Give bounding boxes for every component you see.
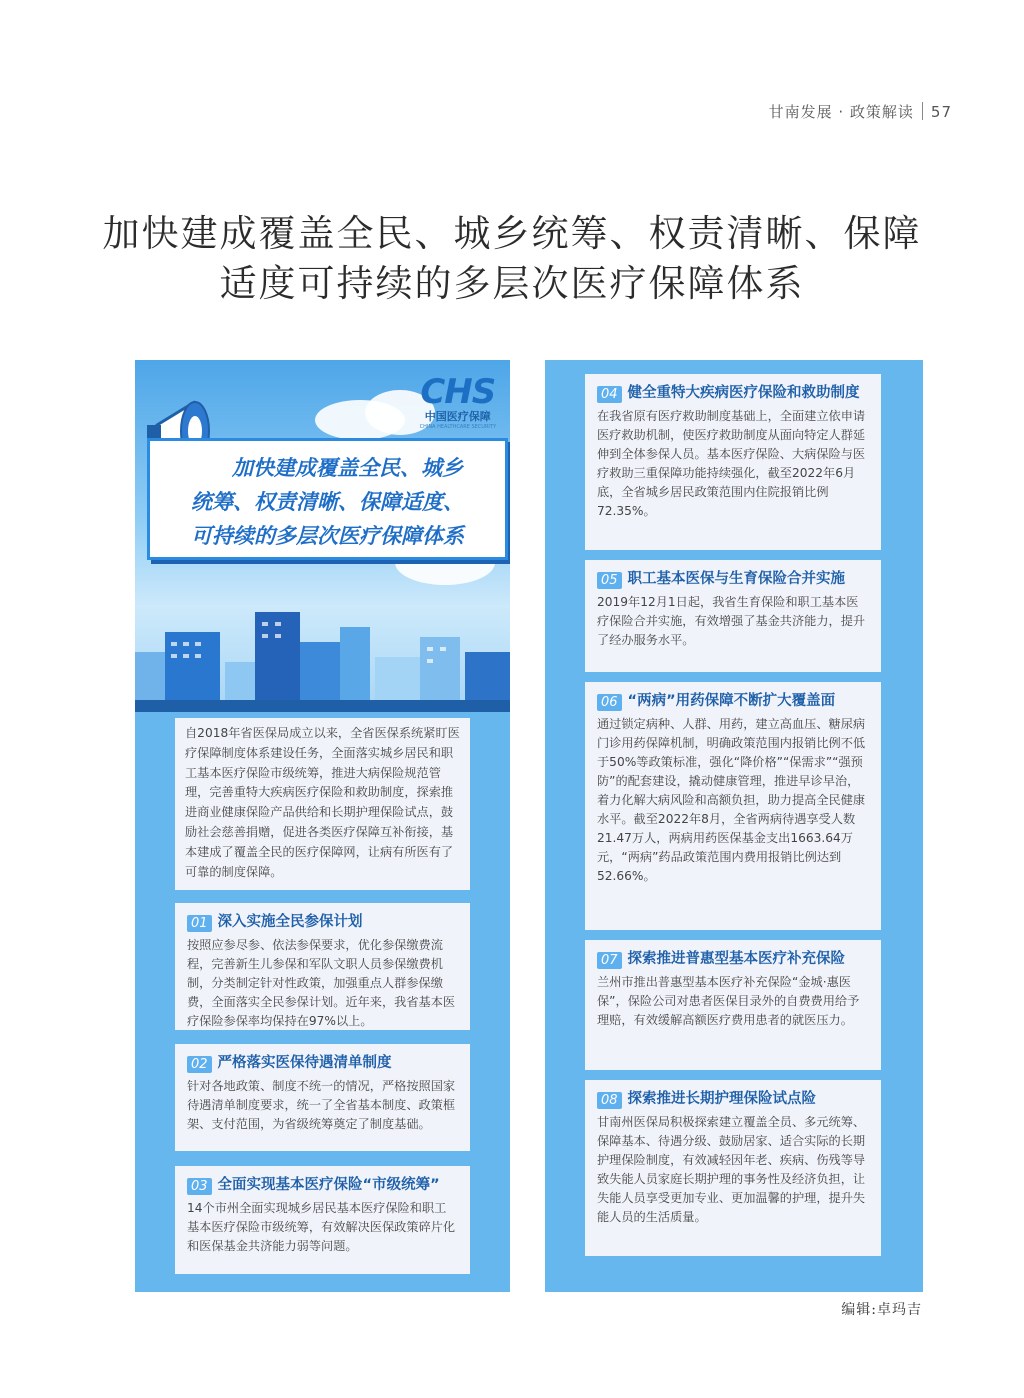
section-title: 探索推进普惠型基本医疗补充保险	[627, 951, 846, 967]
logo-name: 中国医疗保障	[424, 410, 491, 423]
section-title: 深入实施全民参保计划	[217, 914, 363, 930]
section-title: 探索推进长期护理保险试点险	[627, 1091, 817, 1107]
section-body: 按照应参尽参、依法参保要求，优化参保缴费流程，完善新生儿参保和军队文职人员参保缴费机制，分类制定针对性政策，加强重点人群参保缴费，全面落实全民参保计划。近年来，我省基本医疗保险参保率均保持在97%以上。	[187, 938, 456, 1028]
page-title-line-2: 适度可持续的多层次医疗保障体系	[219, 262, 805, 305]
section-title: “两病”用药保障不断扩大覆盖面	[627, 693, 836, 709]
section-body: 甘南州医保局积极探索建立覆盖全员、多元统筹、保障基本、待遇分级、鼓励居家、适合实际的长期护理保险制度，有效减轻因年老、疾病、伤残等导致失能人员家庭长期护理的事务性及经济负担，让失能人员享受更加专业、更加温馨的护理，提升失能人员的生活质量。	[597, 1115, 866, 1224]
hero-headline-line-3: 可持续的多层次医疗保障体系	[191, 524, 464, 548]
hero-banner	[135, 360, 510, 712]
section-number: 07	[597, 952, 622, 969]
section-number: 02	[187, 1056, 212, 1073]
logo-mark: CHS	[420, 372, 496, 412]
hero-headline-line-1: 加快建成覆盖全民、城乡	[232, 456, 463, 480]
section-body: 针对各地政策、制度不统一的情况，严格按照国家待遇清单制度要求，统一了全省基本制度、政策框架、支付范围，为省级统筹奠定了制度基础。	[187, 1079, 456, 1131]
section-body: 2019年12月1日起，我省生育保险和职工基本医疗保险合并实施，有效增强了基金共济能力，提升了经办服务水平。	[597, 595, 866, 647]
left-poster-panel	[135, 360, 510, 1292]
section-title: 职工基本医保与生育保险合并实施	[627, 571, 846, 587]
section-number: 08	[597, 1092, 622, 1109]
section-number: 03	[187, 1178, 212, 1195]
city-skyline	[135, 592, 510, 712]
section-number: 05	[597, 572, 622, 589]
section-card-03	[175, 1166, 470, 1274]
right-poster-panel	[545, 360, 923, 1292]
section-card-01	[175, 903, 470, 1030]
editor-credit: 编辑:卓玛吉	[841, 1302, 922, 1318]
section-card-05	[585, 560, 881, 672]
section-card-07	[585, 940, 881, 1070]
section-number: 01	[187, 915, 212, 932]
intro-text: 自2018年省医保局成立以来，全省医保系统紧盯医疗保障制度体系建设任务，全面落实城乡居民和职工基本医疗保险市级统筹，推进大病保险规范管理，完善重特大疾病医疗保险和救助制度，探索推进商业健康保险产品供给和长期护理保险试点，鼓励社会慈善捐赠，促进各类医疗保障互补衔接，基本建成了覆盖全民的医疗保障网，让病有所医有了可靠的制度保障。	[185, 726, 460, 879]
section-title: 严格落实医保待遇清单制度	[217, 1055, 392, 1071]
logo-english: CHINA HEALTHCARE SECURITY	[419, 424, 496, 430]
section-body: 兰州市推出普惠型基本医疗补充保险“金城·惠医保”，保险公司对患者医保目录外的自费费用给予理赔，有效缓解高额医疗费用患者的就医压力。	[597, 975, 860, 1027]
header-section: 甘南发展 · 政策解读	[768, 103, 914, 121]
section-title: 全面实现基本医疗保险“市级统筹”	[217, 1177, 440, 1193]
section-card-08	[585, 1080, 881, 1256]
intro-card	[175, 718, 470, 890]
running-header	[769, 101, 952, 122]
section-title: 健全重特大疾病医疗保险和救助制度	[627, 385, 860, 401]
page-number: 57	[930, 103, 952, 121]
section-body: 通过锁定病种、人群、用药，建立高血压、糖尿病门诊用药保障机制，明确政策范围内报销比例不低于50%等政策标准，强化“降价格”“保需求”“强预防”的配套建设，撬动健康管理，推进早诊早治，着力化解大病风险和高额负担，助力提高全民健康水平。截至2022年8月，全省两病待遇享受人数21.47万人，两病用药医保基金支出1663.64万元，“两病”药品政策范围内费用报销比例达到52.66%。	[597, 717, 866, 883]
section-card-02	[175, 1044, 470, 1151]
section-body: 14个市州全面实现城乡居民基本医疗保险和职工基本医疗保险市级统筹，有效解决医保政策碎片化和医保基金共济能力弱等问题。	[187, 1201, 456, 1253]
section-number: 04	[597, 386, 622, 403]
hero-headline-line-2: 统筹、权责清晰、保障适度、	[191, 490, 464, 514]
header-divider	[922, 102, 923, 120]
chs-logo	[420, 372, 496, 430]
section-number: 06	[597, 694, 622, 711]
section-card-04	[585, 374, 881, 550]
section-body: 在我省原有医疗救助制度基础上，全面建立依申请医疗救助机制，使医疗救助制度从面向特定人群延伸到全体参保人员。基本医疗保险、大病保险与医疗救助三重保障功能持续强化，截至2022年6月底，全省城乡居民政策范围内住院报销比例72.35%。	[597, 409, 866, 518]
section-card-06	[585, 682, 881, 930]
hero-headline-box	[147, 438, 508, 560]
page-title-line-1: 加快建成覆盖全民、城乡统筹、权责清晰、保障	[102, 212, 922, 255]
